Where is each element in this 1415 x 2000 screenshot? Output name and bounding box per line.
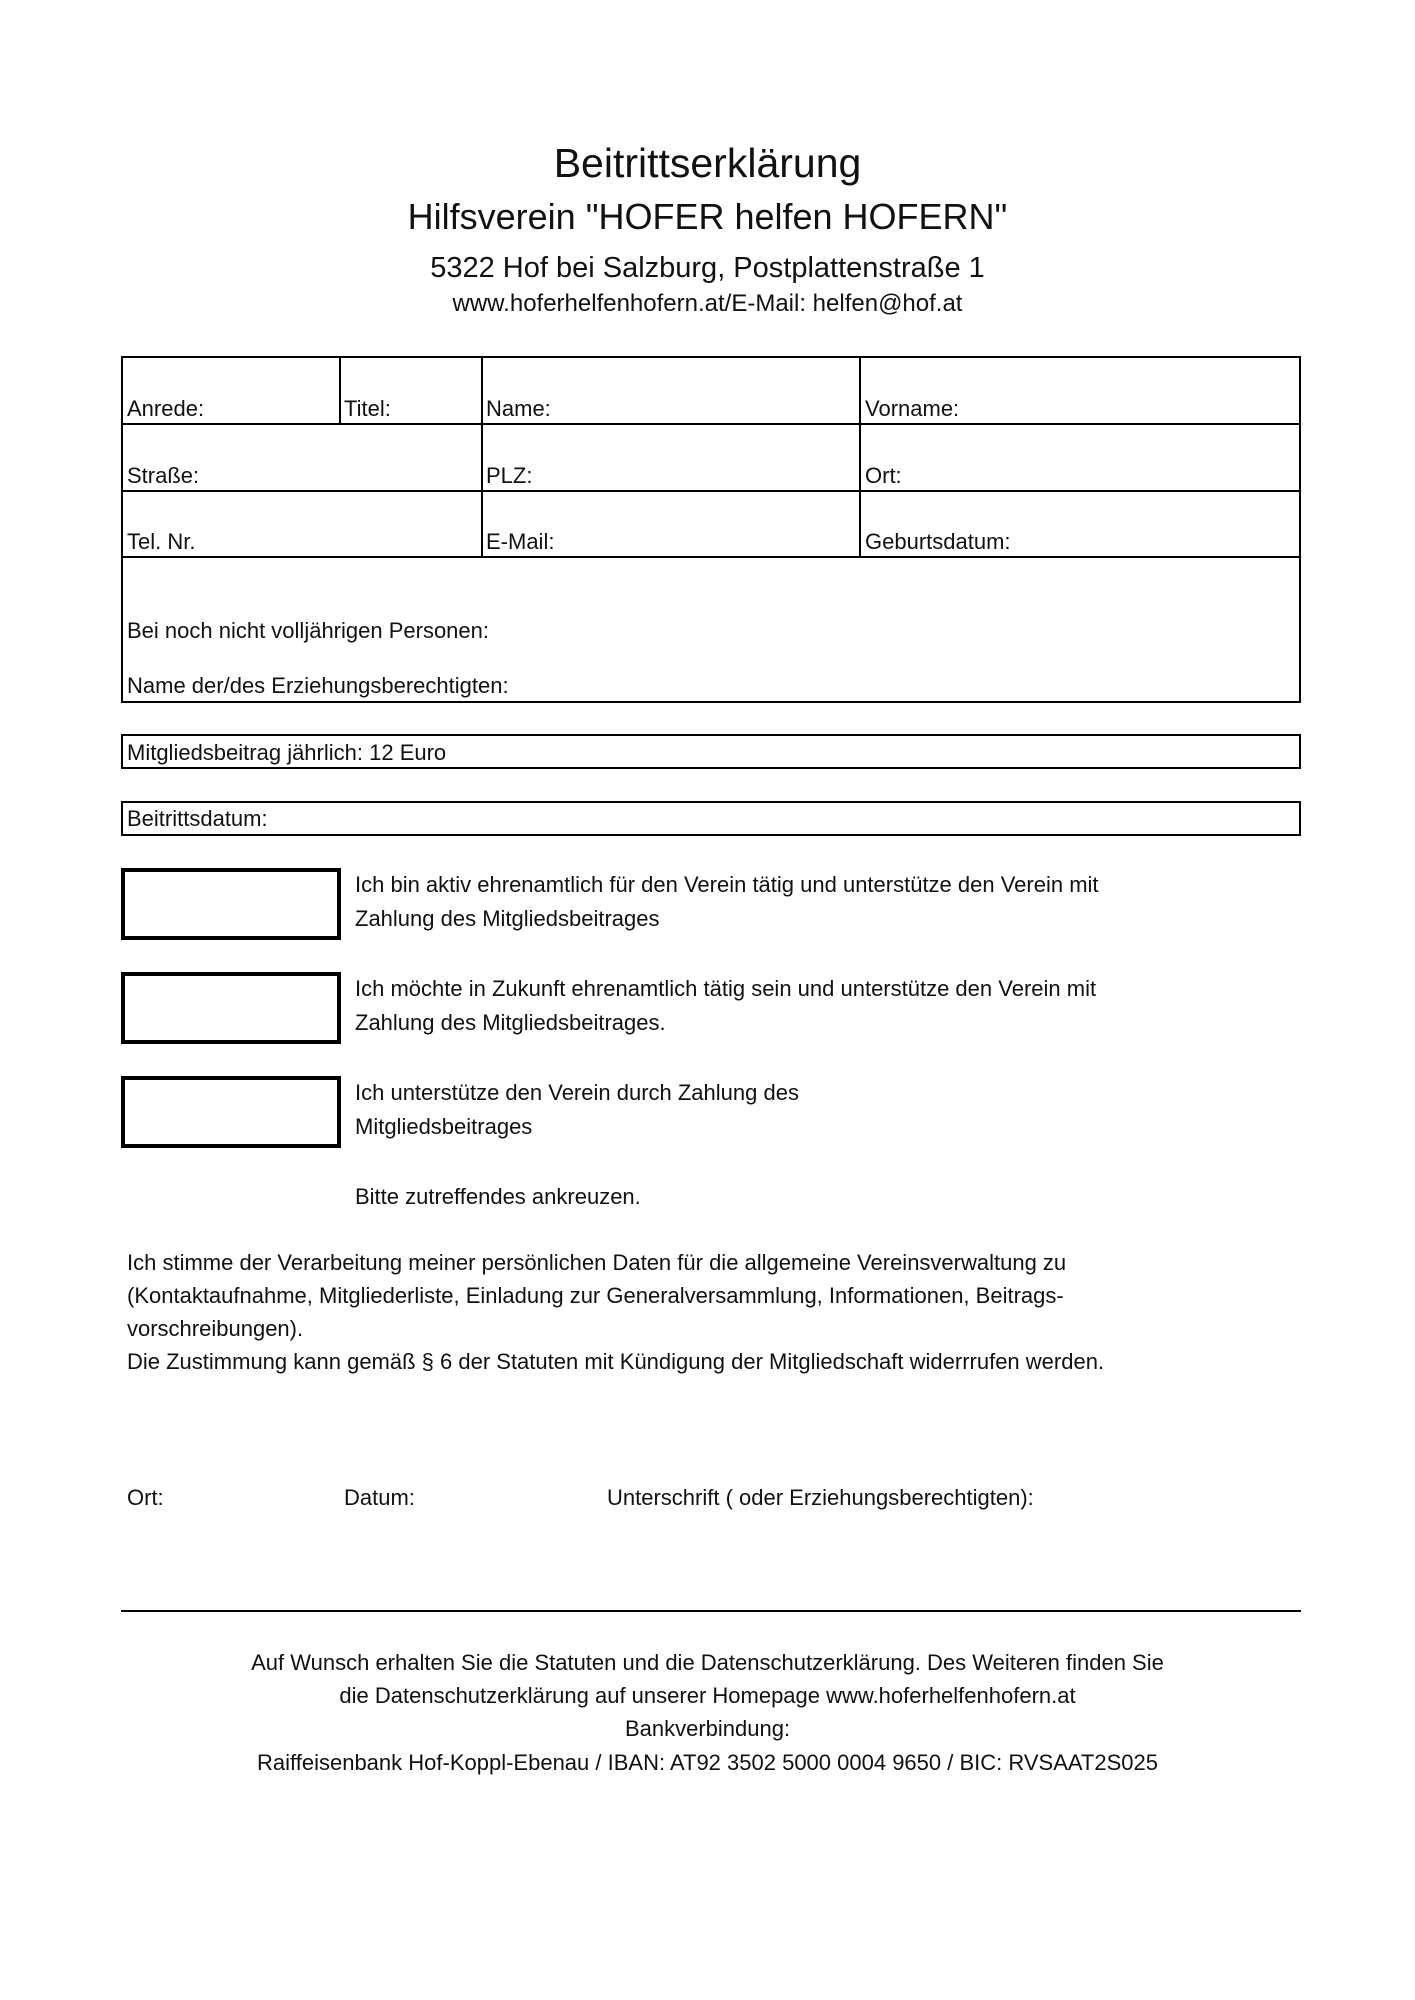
signature-ort[interactable]: Ort:	[127, 1485, 164, 1510]
option-support-checkbox[interactable]	[121, 1076, 341, 1148]
field-tel[interactable]: Tel. Nr.	[127, 529, 196, 554]
footer-line-4: Raiffeisenbank Hof-Koppl-Ebenau / IBAN: AT92 3502 5000 0004 9650 / BIC: RVSAAT2S025	[257, 1750, 1158, 1775]
entry-date-label: Beitrittsdatum:	[127, 806, 268, 831]
option-support-line1: Ich unterstütze den Verein durch Zahlung des	[355, 1080, 799, 1105]
signature-unterschrift[interactable]: Unterschrift ( oder Erziehungsberechtigten):	[607, 1485, 1034, 1510]
association-address: 5322 Hof bei Salzburg, Postplattenstraße 1	[430, 252, 985, 284]
field-strasse[interactable]: Straße:	[127, 463, 200, 488]
field-anrede[interactable]: Anrede:	[127, 396, 205, 421]
field-titel[interactable]: Titel:	[344, 396, 391, 421]
entry-date-box[interactable]	[121, 801, 1301, 836]
minor-note: Bei noch nicht volljährigen Personen:	[127, 618, 490, 643]
footer-line-3: Bankverbindung:	[624, 1716, 791, 1741]
consent-line-3: vorschreibungen).	[127, 1316, 304, 1341]
signature-datum[interactable]: Datum:	[344, 1485, 415, 1510]
field-ort[interactable]: Ort:	[865, 463, 902, 488]
option-future-checkbox[interactable]	[121, 972, 341, 1044]
consent-line-1: Ich stimme der Verarbeitung meiner persönlichen Daten für die allgemeine Vereinsverwaltung zu	[127, 1250, 1067, 1275]
option-support-line2: Mitgliedsbeitrages	[355, 1114, 533, 1139]
option-future-line2: Zahlung des Mitgliedsbeitrages.	[355, 1010, 666, 1035]
signature-divider	[121, 1610, 1301, 1612]
association-name: Hilfsverein "HOFER helfen HOFERN"	[407, 196, 1008, 237]
consent-line-2: (Kontaktaufnahme, Mitgliederliste, Einladung zur Generalversammlung, Informationen, Beitrags-	[127, 1283, 1064, 1308]
field-email[interactable]: E-Mail:	[486, 529, 555, 554]
option-future-line1: Ich möchte in Zukunft ehrenamtlich tätig sein und unterstütze den Verein mit	[355, 976, 1097, 1001]
form-title: Beitrittserklärung	[553, 140, 862, 186]
fee-label: Mitgliedsbeitrag jährlich: 12 Euro	[127, 740, 447, 765]
footer-line-2: die Datenschutzerklärung auf unserer Homepage www.hoferhelfenhofern.at	[339, 1683, 1076, 1708]
field-vorname[interactable]: Vorname:	[865, 396, 960, 421]
field-name[interactable]: Name:	[486, 396, 551, 421]
field-guardian[interactable]: Name der/des Erziehungsberechtigten:	[127, 673, 509, 698]
association-contact: www.hoferhelfenhofern.at/E-Mail: helfen@hof.at	[452, 290, 963, 317]
field-plz[interactable]: PLZ:	[486, 463, 533, 488]
instruction-text: Bitte zutreffendes ankreuzen.	[355, 1184, 641, 1209]
field-geburtsdatum[interactable]: Geburtsdatum:	[865, 529, 1011, 554]
option-active-checkbox[interactable]	[121, 868, 341, 940]
option-active-line1: Ich bin aktiv ehrenamtlich für den Verein tätig und unterstütze den Verein mit	[355, 872, 1099, 897]
footer-line-1: Auf Wunsch erhalten Sie die Statuten und die Datenschutzerklärung. Des Weiteren finden Sie	[251, 1650, 1164, 1675]
option-active-line2: Zahlung des Mitgliedsbeitrages	[355, 906, 660, 931]
consent-line-4: Die Zustimmung kann gemäß § 6 der Statuten mit Kündigung der Mitgliedschaft widerrrufen werden.	[127, 1349, 1105, 1374]
